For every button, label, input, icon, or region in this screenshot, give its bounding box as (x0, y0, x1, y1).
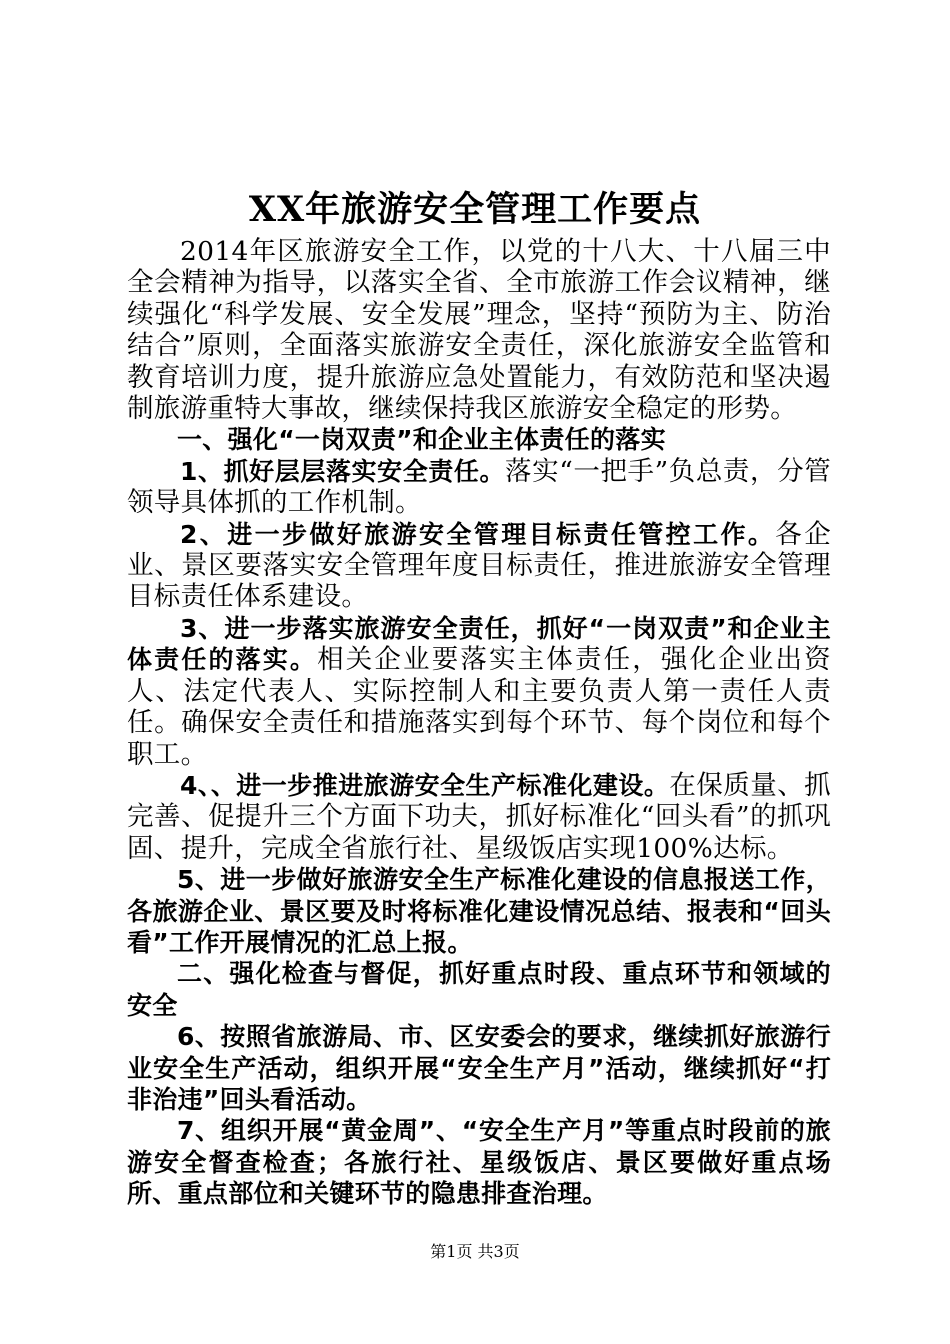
item-1-text: 落实“一把手”负总责，分管领导具体抓的工作机制。 (127, 455, 831, 519)
intro-paragraph: 2014年区旅游安全工作，以党的十八大、十八届三中全会精神为指导，以落实全省、全市旅游工作会议精神，继续强化“科学发展、安全发展”理念，坚持“预防为主、防治结合”原则，全面落实旅游安全责任，深化旅游安全监管和教育培训力度，提升旅游应急处置能力，有效防范和坚决遏制旅游重特大事故，继续保持我区旅游安全稳定的形势。 (127, 236, 831, 425)
item-3-text: 相关企业要落实主体责任，强化企业出资人、法定代表人、实际控制人和主要负责人第一责任人责任。确保安全责任和措施落实到每个环节、每个岗位和每个职工。 (127, 644, 831, 770)
item-1-lead: 1、抓好层层落实安全责任。 (180, 456, 506, 486)
item-4-lead: 4、、进一步推进旅游安全生产标准化建设。 (180, 770, 670, 800)
item-2-lead: 2、进一步做好旅游安全管理目标责任管控工作。 (180, 519, 776, 549)
item-2 (127, 519, 831, 613)
item-2-text: 各企业、景区要落实安全管理年度目标责任，推进旅游安全管理目标责任体系建设。 (127, 518, 832, 613)
item-3-lead: 3、进一步落实旅游安全责任，抓好“一岗双责”和企业主体责任的落实。 (127, 613, 831, 675)
item-7: 7、组织开展“黄金周”、“安全生产月”等重点时段前的旅游安全督查检查；各旅行社、星级饭店、景区要做好重点场所、重点部位和关键环节的隐患排查治理。 (127, 1116, 831, 1209)
item-5: 5、进一步做好旅游安全生产标准化建设的信息报送工作，各旅游企业、景区要及时将标准化建设情况总结、报表和“回头看”工作开展情况的汇总上报。 (127, 865, 831, 957)
section-heading-1: 一、强化“一岗双责”和企业主体责任的落实 (177, 425, 666, 455)
page-footer: 第1页 共3页 (430, 1242, 520, 1261)
document-title: XX年旅游安全管理工作要点 (248, 189, 702, 230)
section-heading-2: 二、强化检查与督促，抓好重点时段、重点环节和领域的安全 (127, 959, 831, 1020)
item-1 (127, 456, 831, 519)
item-4 (127, 770, 831, 864)
item-4-text: 在保质量、抓完善、促提升三个方面下功夫，抓好标准化“回头看”的抓巩固、提升，完成全省旅行社、星级饭店实现100%达标。 (127, 769, 831, 864)
document-body (127, 236, 831, 1210)
item-6: 6、按照省旅游局、市、区安委会的要求，继续抓好旅游行业安全生产活动，组织开展“安全生产月”活动，继续抓好“打非治违”回头看活动。 (127, 1022, 831, 1114)
item-3 (127, 613, 831, 770)
